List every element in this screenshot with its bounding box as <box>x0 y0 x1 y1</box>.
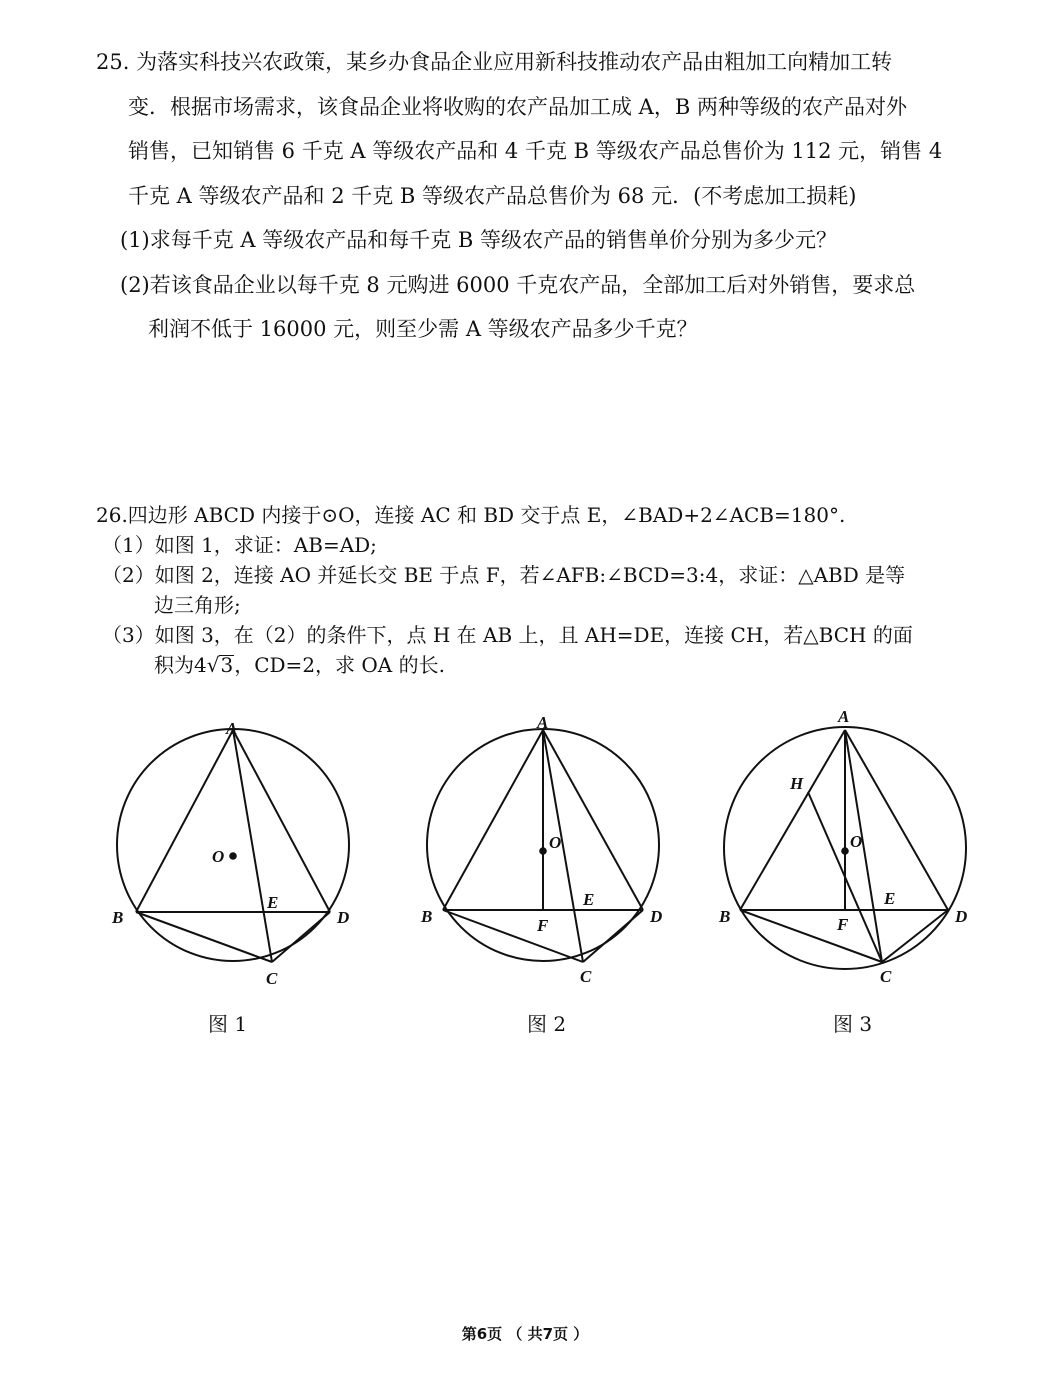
q26-part-3-cont <box>96 650 986 680</box>
fig3-label-A: A <box>838 707 850 726</box>
fig1-label-E: E <box>267 893 279 912</box>
fig3-segment-AB <box>740 730 845 910</box>
q26-part-3: （3）如图 3，在（2）的条件下，点 H 在 AB 上，且 AH=DE，连接 CH，若△BCH 的面 <box>102 623 913 647</box>
sqrt-symbol: √ <box>206 653 220 677</box>
fig2-label-E: E <box>583 890 595 909</box>
fig3-label-D: D <box>955 907 968 926</box>
q25-line-4: 千克 A 等级农产品和 2 千克 B 等级农产品总售价为 68 元．(不考虑加工损耗) <box>128 183 857 208</box>
figure-3 <box>718 707 967 986</box>
page-footer: 第6页 （ 共7页 ） <box>461 1325 589 1343</box>
question-26 <box>96 500 986 680</box>
geometry-figures <box>0 700 1050 1060</box>
fig1-segment-AB <box>136 730 233 912</box>
fig3-label-H: H <box>790 774 804 793</box>
q25-part-2-cont: 利润不低于 16000 元，则至少需 A 等级农产品多少千克？ <box>148 317 698 341</box>
fig2-label-F: F <box>537 916 549 935</box>
fig2-label-D: D <box>650 907 663 926</box>
fig3-segment-AD <box>845 730 948 910</box>
q25-line-1: 25. 为落实科技兴农政策，某乡办食品企业应用新科技推动农产品由粗加工向精加工转 <box>96 50 893 74</box>
figure-2 <box>420 713 662 986</box>
q25-part-2: (2)若该食品企业以每千克 8 元购进 6000 千克农产品，全部加工后对外销售，要求总 <box>120 272 916 297</box>
figure-1 <box>111 719 349 988</box>
fig1-label-D: D <box>337 908 350 927</box>
fig3-segment-CD <box>882 910 948 962</box>
q26-part-3-post: ，CD=2，求 OA 的长. <box>234 653 445 677</box>
fig1-segment-CD <box>272 912 330 962</box>
figure-1-caption: 图 1 <box>208 1012 248 1036</box>
q25-line-2: 变．根据市场需求，该食品企业将收购的农产品加工成 A，B 两种等级的农产品对外 <box>128 94 907 119</box>
fig3-center-dot <box>842 848 848 854</box>
fig3-label-F: F <box>837 915 849 934</box>
fig1-label-B: B <box>112 908 124 927</box>
q26-part-2: （2）如图 2，连接 AO 并延长交 BE 于点 F，若∠AFB:∠BCD=3:4，求证：△ABD 是等 <box>102 563 906 587</box>
figures-area <box>0 700 1050 1060</box>
fig2-label-O: O <box>549 833 562 852</box>
q26-part-1: （1）如图 1，求证：AB=AD; <box>102 533 377 557</box>
fig3-label-B: B <box>719 907 731 926</box>
q26-stem: 26.四边形 ABCD 内接于⊙O，连接 AC 和 BD 交于点 E，∠BAD+2∠ACB=180°. <box>96 503 846 527</box>
fig2-label-C: C <box>580 967 592 986</box>
fig1-label-C: C <box>266 969 278 988</box>
fig1-label-A: A <box>226 719 238 738</box>
question-25 <box>96 40 986 352</box>
fig1-label-O: O <box>212 847 225 866</box>
fig3-label-E: E <box>884 889 896 908</box>
q26-part-2-cont: 边三角形; <box>154 593 241 617</box>
fig1-center-dot <box>230 853 236 859</box>
q25-line-3: 销售，已知销售 6 千克 A 等级农产品和 4 千克 B 等级农产品总售价为 112 元，销售 4 <box>128 139 943 163</box>
fig2-center-dot <box>540 848 546 854</box>
fig2-segment-AB <box>443 730 543 910</box>
fig2-segment-BC <box>443 910 583 962</box>
q26-part-3-pre: 积为4 <box>154 653 207 677</box>
figure-2-caption: 图 2 <box>527 1012 567 1036</box>
fig3-label-O: O <box>850 832 863 851</box>
fig2-label-A: A <box>537 713 549 732</box>
fig2-label-B: B <box>421 907 433 926</box>
q25-part-1: (1)求每千克 A 等级农产品和每千克 B 等级农产品的销售单价分别为多少元？ <box>120 228 838 252</box>
fig2-segment-CD <box>583 910 643 962</box>
figure-3-caption: 图 3 <box>833 1012 873 1036</box>
q26-part-3-sqrt: 3 <box>220 653 234 677</box>
fig1-segment-BC <box>136 912 272 962</box>
fig3-label-C: C <box>880 967 892 986</box>
